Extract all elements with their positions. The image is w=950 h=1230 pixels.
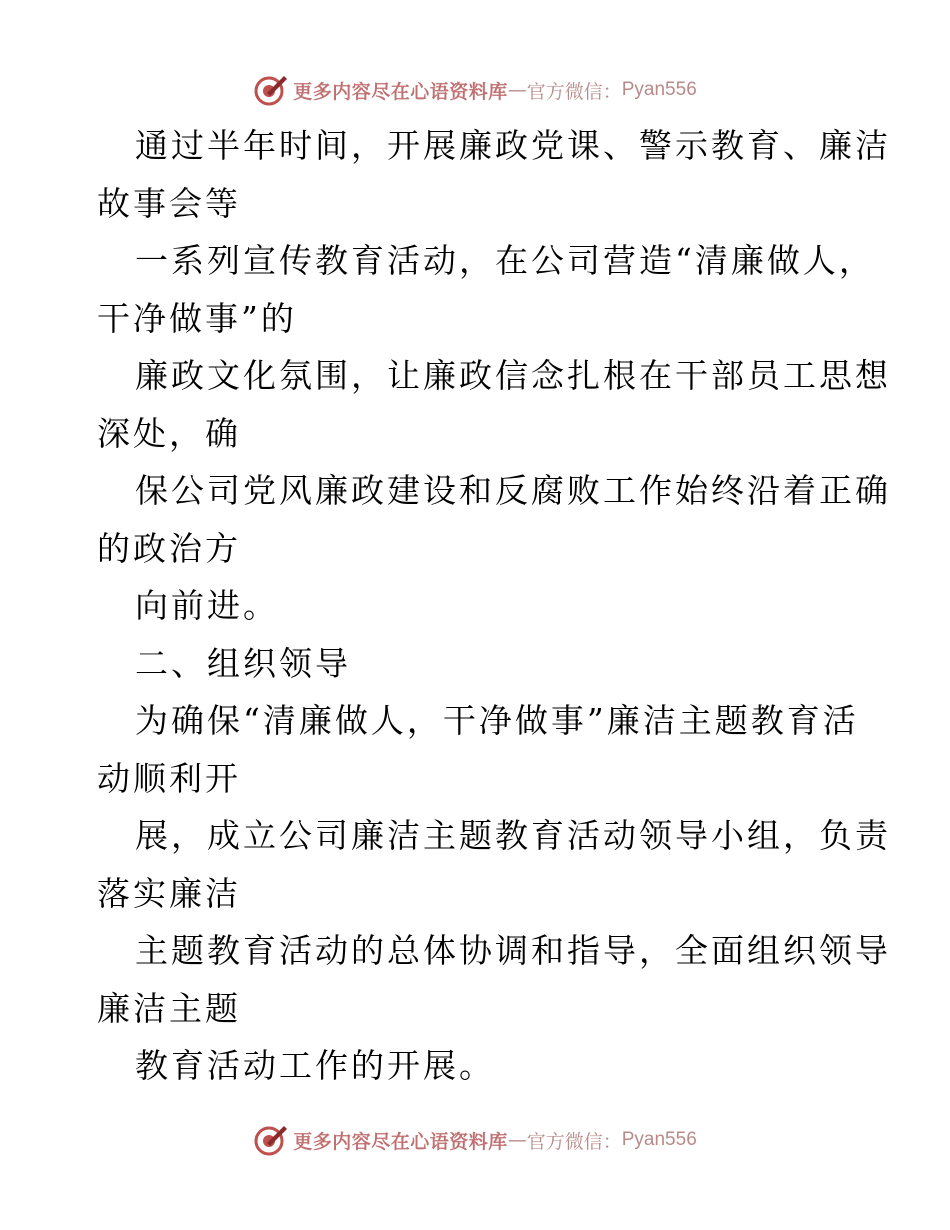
text-line: 保公司党风廉政建设和反腐败工作始终沿着正确 (135, 471, 891, 510)
text-line: 廉洁主题 (97, 988, 241, 1028)
pen-logo-icon (253, 1122, 289, 1158)
watermark-brand: 更多内容尽在心语资料库 (293, 80, 508, 103)
text-line: 的政治方 (97, 528, 241, 568)
header-watermark (0, 72, 950, 108)
watermark-wechat-id: Pyan556 (621, 79, 697, 100)
text-line: 展，成立公司廉洁主题教育活动领导小组，负责 (135, 816, 891, 855)
watermark-wechat-id: Pyan556 (621, 1129, 697, 1150)
watermark-official: 官方微信： (526, 1130, 622, 1153)
text-line: 教育活动工作的开展。 (135, 1046, 495, 1085)
text-line: 向前进。 (135, 586, 279, 625)
text-line: 廉政文化氛围，让廉政信念扎根在干部员工思想 (135, 356, 891, 395)
text-line: 主题教育活动的总体协调和指导，全面组织领导 (135, 931, 891, 970)
text-line: 为确保“清廉做人，干净做事”廉洁主题教育活 (135, 701, 859, 740)
watermark-separator: — (507, 79, 527, 101)
text-line: 故事会等 (97, 183, 241, 223)
section-heading: 二、组织领导 (135, 643, 351, 683)
text-line: 深处，确 (97, 413, 241, 453)
text-line: 落实廉洁 (97, 873, 241, 913)
text-line: 干净做事”的 (97, 298, 297, 338)
watermark-separator: — (507, 1129, 527, 1151)
watermark-official: 官方微信： (526, 80, 622, 103)
footer-watermark (0, 1122, 950, 1158)
pen-logo-icon (253, 72, 289, 108)
watermark-brand: 更多内容尽在心语资料库 (293, 1130, 508, 1153)
text-line: 一系列宣传教育活动，在公司营造“清廉做人， (135, 241, 875, 280)
text-line: 动顺利开 (97, 758, 241, 798)
document-body (97, 117, 891, 1095)
text-line: 通过半年时间，开展廉政党课、警示教育、廉洁 (135, 126, 891, 165)
